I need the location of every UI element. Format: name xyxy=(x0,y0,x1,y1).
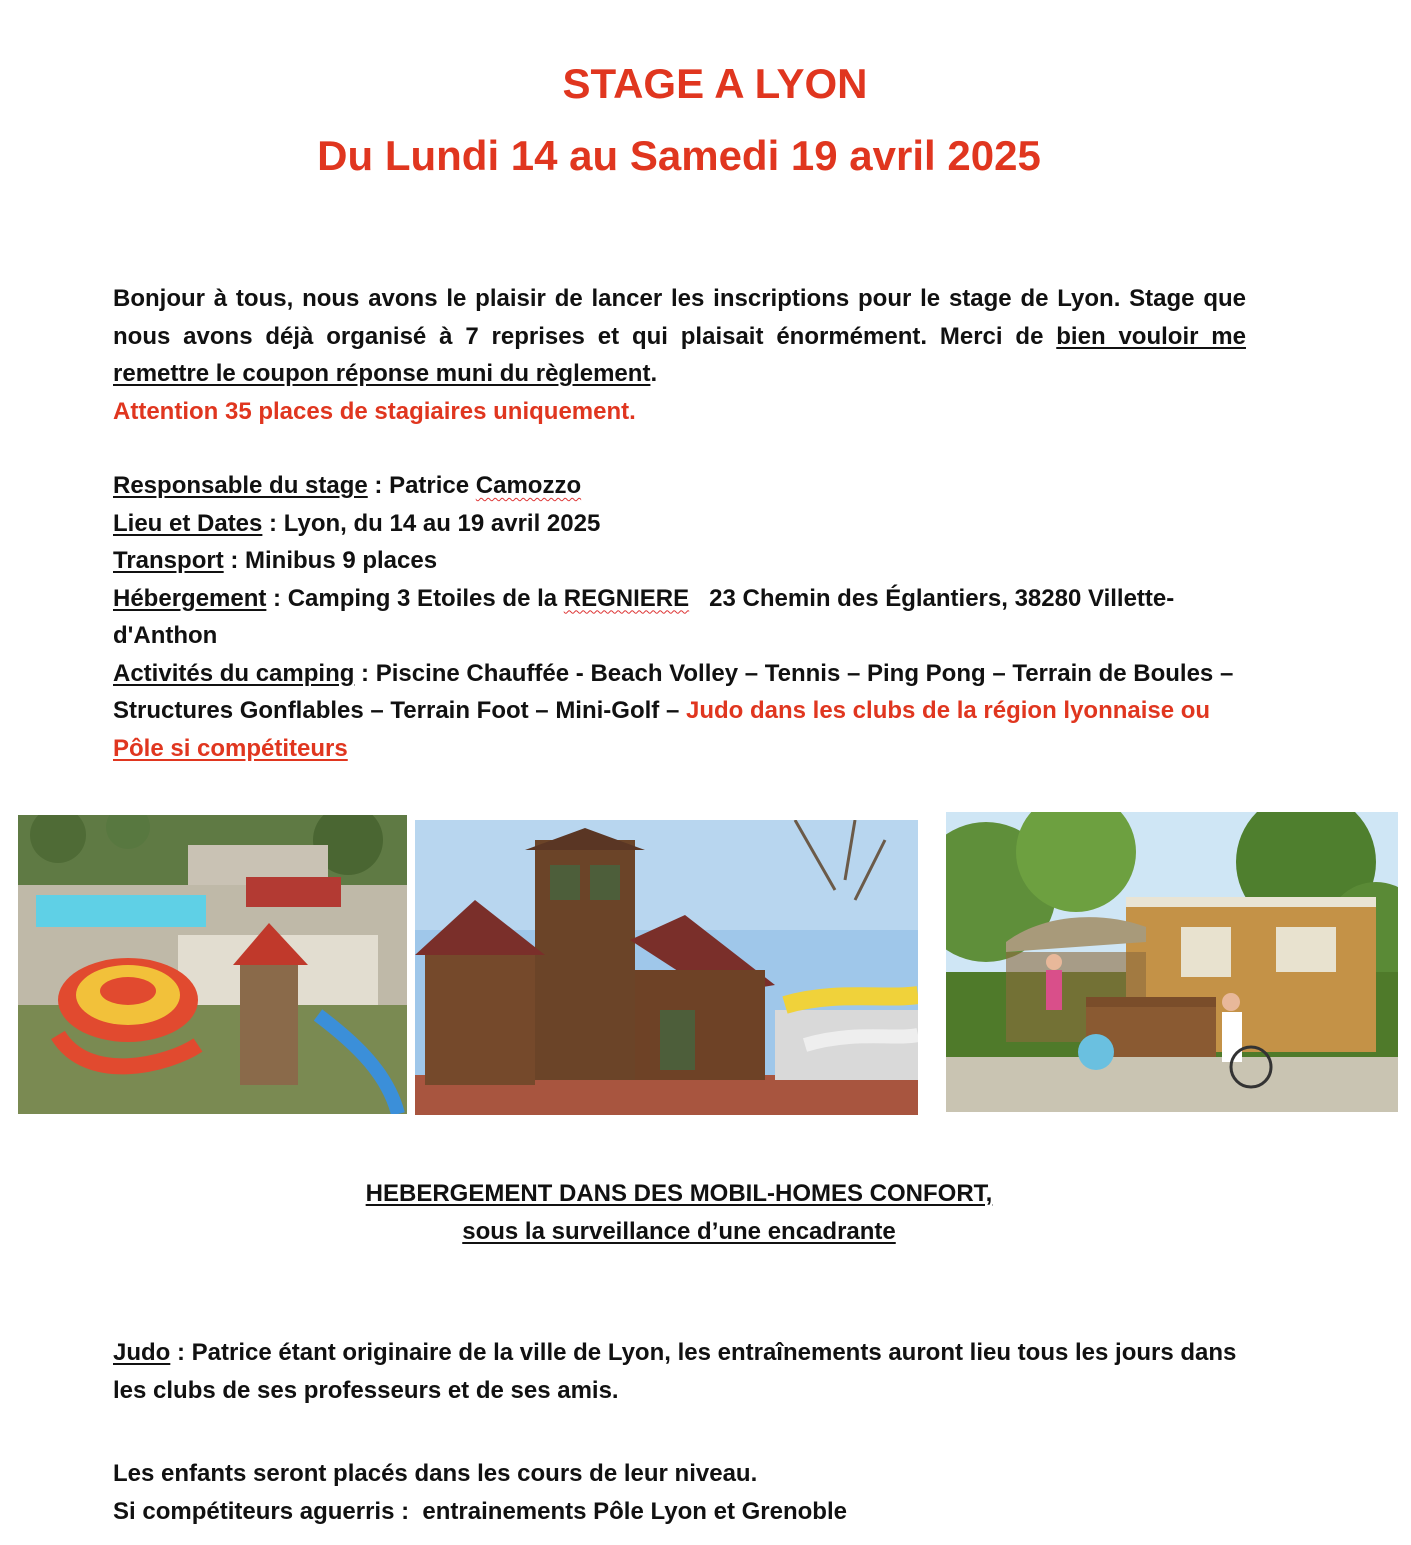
info-hebergement xyxy=(113,580,1246,655)
attention-notice: Attention 35 places de stagiaires uniquement. xyxy=(113,397,636,425)
kids-line1: Les enfants seront placés dans les cours de leur niveau. xyxy=(113,1460,758,1487)
intro-text: Bonjour à tous, nous avons le plaisir de lancer les inscriptions pour le stage de Lyon. Stage que nous avons déjà organisé à 7 reprises et qui plaisait énormément. Merci de xyxy=(113,285,1246,350)
hebergement-banner xyxy=(0,1175,1358,1250)
hebergement-address: 23 Chemin des Églantiers, 38280 Villette-d'Anthon xyxy=(113,584,1175,649)
transport-value: : Minibus 9 places xyxy=(223,547,438,574)
info-lieu xyxy=(113,505,1246,543)
hebergement-value: : Camping 3 Etoiles de la xyxy=(266,584,564,612)
camping-name: REGNIERE xyxy=(563,584,690,612)
intro-request: bien vouloir me remettre le coupon réponse muni du règlement xyxy=(113,322,1246,387)
stage-info xyxy=(113,467,1246,767)
lieu-value: : Lyon, du 14 au 19 avril 2025 xyxy=(262,509,601,537)
transport-label: Transport xyxy=(113,547,224,574)
judo-label: Judo xyxy=(113,1339,171,1366)
activites-label: Activités du camping xyxy=(113,659,355,687)
hebergement-label: Hébergement xyxy=(113,584,267,612)
mobil-home-photo xyxy=(946,812,1398,1112)
responsable-name: Camozzo xyxy=(475,472,582,499)
info-responsable xyxy=(113,467,1246,505)
responsable-value: : Patrice xyxy=(367,472,476,499)
intro-paragraph xyxy=(113,280,1246,430)
judo-text: : Patrice étant originaire de la ville de Lyon, les entraînements auront lieu tous les jours dans les clubs de ses professeurs et de ses amis. xyxy=(113,1339,1237,1404)
page-subtitle-dates: Du Lundi 14 au Samedi 19 avril 2025 xyxy=(317,132,1041,179)
hebergement-banner-line2: sous la surveillance d’une encadrante xyxy=(462,1217,896,1245)
judo-paragraph xyxy=(113,1334,1263,1409)
playground-tower-photo xyxy=(415,820,918,1115)
info-activites xyxy=(113,655,1246,768)
kids-line2: Si compétiteurs aguerris : entrainements Pôle Lyon et Grenoble xyxy=(113,1497,847,1525)
responsable-label: Responsable du stage xyxy=(113,472,368,499)
activites-judo: Judo dans les clubs de la région lyonnaise ou xyxy=(685,697,1211,724)
activites-value: : Piscine Chauffée - Beach Volley – Tennis – Ping Pong – Terrain de Boules – Structures Gonflables – Terrain Foot – Mini-Golf – xyxy=(113,659,1234,724)
info-transport xyxy=(113,542,1246,580)
camping-pool-photo xyxy=(18,815,407,1114)
hebergement-banner-line1: HEBERGEMENT DANS DES MOBIL-HOMES CONFORT, xyxy=(365,1180,993,1207)
kids-paragraph xyxy=(113,1455,1263,1530)
lieu-label: Lieu et Dates xyxy=(113,509,263,537)
intro-end: . xyxy=(650,360,658,387)
activites-pole: Pôle si compétiteurs xyxy=(113,734,348,762)
page-title: STAGE A LYON xyxy=(562,60,868,107)
